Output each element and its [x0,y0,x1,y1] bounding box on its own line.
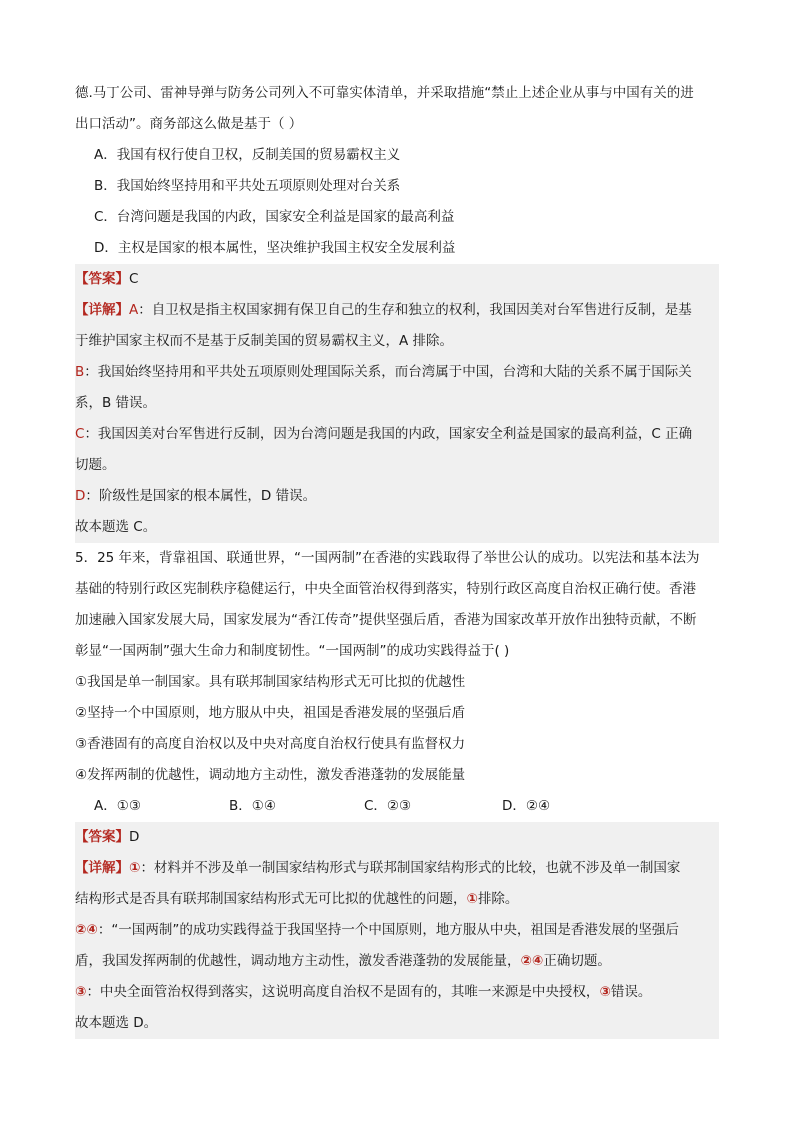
q5-stem-line: 基础的特别行政区宪制秩序稳健运行，中央全面管治权得到落实，特别行政区高度自治权正确行使。香港 [75,581,696,597]
q4-conclusion: 故本题选 C。 [75,519,157,535]
q5-choices [75,791,719,822]
detail-label: ③ [75,984,87,1000]
q4-detail-b-line: 系，B 错误。 [75,395,157,411]
q4-detail-c-line: 切题。 [75,457,116,473]
detail-text: ：材料并不涉及单一制国家结构形式与联邦制国家结构形式的比较，也就不涉及单一制国家 [140,860,681,876]
q5-choice-b: B．①④ [229,798,276,814]
q4-answer-block [75,264,719,543]
q4-detail-a-line: 于维护国家主权而不是基于反制美国的贸易霸权主义，A 排除。 [75,333,454,349]
answer-value: C [129,271,139,287]
detail-text: 排除。 [477,891,519,907]
q4-option-b: B．我国始终坚持用和平共处五项原则处理对台关系 [94,178,401,194]
q4-detail-a-line [75,295,719,326]
detail-label: C [75,426,85,442]
detail-text: 错误。 [610,984,652,1000]
detail-mark: ②④ [520,953,544,969]
q4-stem-line: 出口活动”。商务部这么做是基于（ ） [75,116,303,132]
q5-answer-block [75,822,719,1039]
q4-detail-b-line [75,357,719,388]
q5-conclusion: 故本题选 D。 [75,1015,158,1031]
q5-answer-line [75,822,719,853]
q5-detail-24-line [75,915,719,946]
detail-text: 结构形式是否具有联邦制国家结构形式无可比拟的优越性的问题， [75,891,467,907]
q5-statement-1: ①我国是单一制国家。具有联邦制国家结构形式无可比拟的优越性 [75,674,466,690]
detail-label: ① [129,860,141,876]
answer-value: D [129,829,140,845]
detail-text: 正确切题。 [543,953,611,969]
q5-statement-4: ④发挥两制的优越性，调动地方主动性，激发香港蓬勃的发展能量 [75,767,466,783]
q5-stem-line: 5．25 年来，背靠祖国、联通世界，“一国两制”在香港的实践取得了举世公认的成功。以宪法和基本法为 [75,550,700,566]
detail-label: D [75,488,86,504]
q4-option-a: A．我国有权行使自卫权，反制美国的贸易霸权主义 [94,147,401,163]
detail-tag: 【详解】 [75,302,129,318]
q5-stem-line: 加速融入国家发展大局，国家发展为“香江传奇”提供坚强后盾，香港为国家改革开放作出独特贡献，不断 [75,612,697,628]
q4-option-d: D．主权是国家的根本属性，坚决维护我国主权安全发展利益 [94,240,456,256]
detail-text: ：我国因美对台军售进行反制，因为台湾问题是我国的内政，国家安全利益是国家的最高利益，C 正确 [84,426,693,442]
q5-stem-line: 彰显“一国两制”强大生命力和制度韧性。“一国两制”的成功实践得益于( ) [75,643,510,659]
answer-tag: 【答案】 [75,271,129,287]
q5-choice-d: D．②④ [502,798,551,814]
detail-text: ：自卫权是指主权国家拥有保卫自己的生存和独立的权利，我国因美对台军售进行反制，是基 [138,302,692,318]
detail-text: ：“一国两制”的成功实践得益于我国坚持一个中国原则，地方服从中央，祖国是香港发展的坚强后 [97,922,679,938]
q4-option-c: C．台湾问题是我国的内政，国家安全利益是国家的最高利益 [94,209,455,225]
q5-detail-1-line [75,884,719,915]
detail-label: A [129,302,139,318]
q4-stem-line: 德.马丁公司、雷神导弹与防务公司列入不可靠实体清单，并采取措施“禁止上述企业从事与中国有关的进 [75,85,694,101]
q4-detail-c-line [75,419,719,450]
q4-detail-d-line [75,481,719,512]
detail-text: ：中央全面管治权得到落实，这说明高度自治权不是固有的，其唯一来源是中央授权， [86,984,600,1000]
detail-label: B [75,364,85,380]
detail-text: ：我国始终坚持用和平共处五项原则处理国际关系，而台湾属于中国，台湾和大陆的关系不属于国际关 [84,364,692,380]
detail-text: ：阶级性是国家的根本属性，D 错误。 [85,488,317,504]
q5-choice-a: A．①③ [94,798,141,814]
detail-mark: ③ [599,984,611,1000]
answer-tag: 【答案】 [75,829,129,845]
q5-statement-3: ③香港固有的高度自治权以及中央对高度自治权行使具有监督权力 [75,736,466,752]
q4-answer-line [75,264,719,295]
detail-mark: ① [466,891,478,907]
q5-detail-3-line [75,977,719,1008]
detail-tag: 【详解】 [75,860,129,876]
document-page [75,78,719,1039]
q5-detail-1-line [75,853,719,884]
detail-label: ②④ [75,922,98,938]
q5-choice-c: C．②③ [364,798,412,814]
q5-detail-24-line [75,946,719,977]
detail-text: 盾，我国发挥两制的优越性，调动地方主动性，激发香港蓬勃的发展能量， [75,953,521,969]
q5-statement-2: ②坚持一个中国原则，地方服从中央，祖国是香港发展的坚强后盾 [75,705,466,721]
